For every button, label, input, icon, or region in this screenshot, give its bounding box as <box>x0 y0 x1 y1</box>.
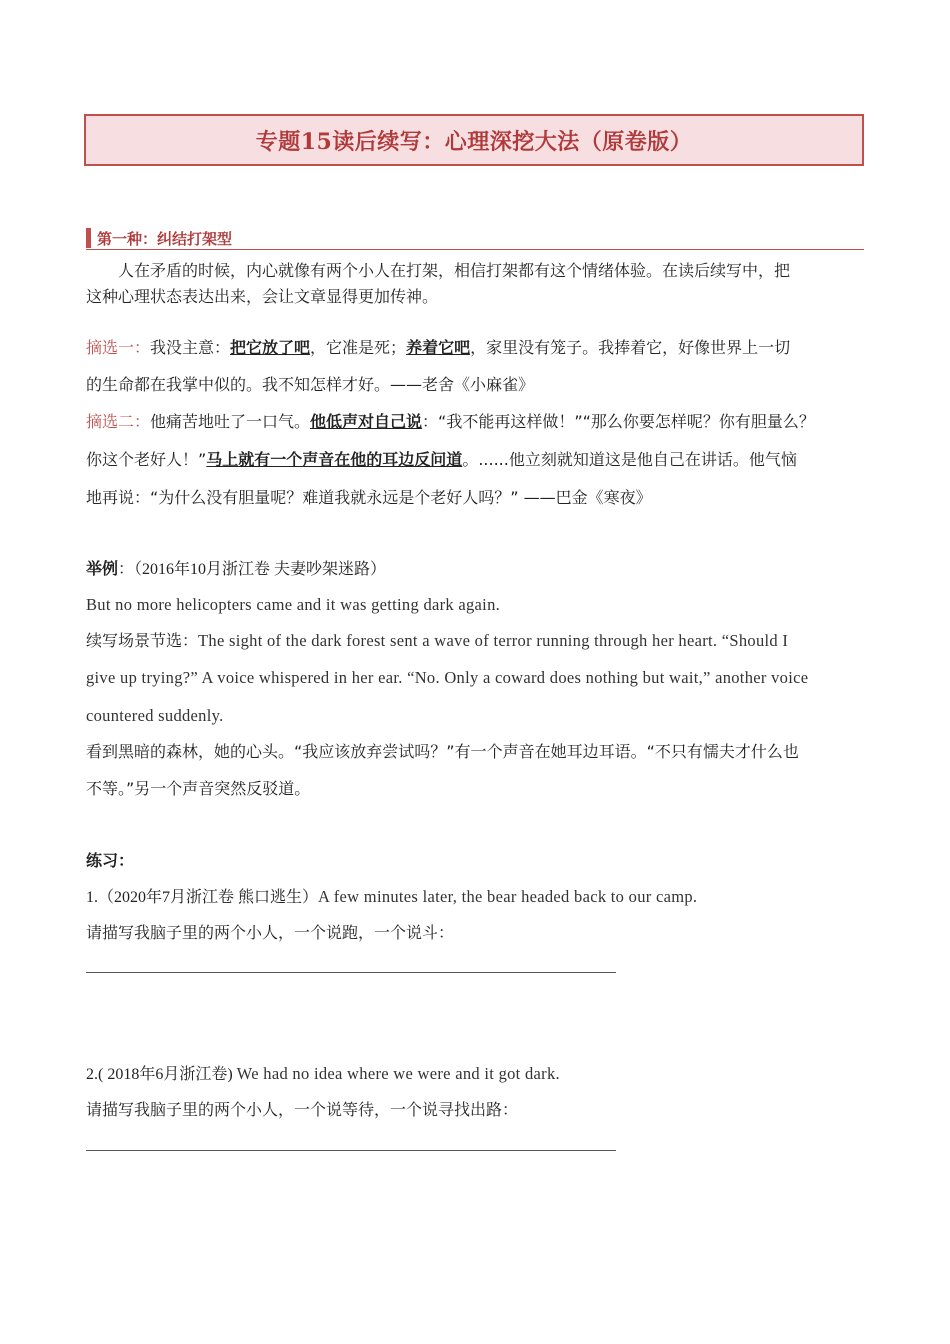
excerpt-1-emphasis-1: 把它放了吧 <box>230 338 311 357</box>
example-scene-line-1 <box>86 630 788 653</box>
excerpt-2-emphasis-2: 马上就有一个声音在他的耳边反问道 <box>206 450 463 469</box>
practice-q1-source: 1.（2020年7月浙江卷 熊口逃生） <box>86 889 319 906</box>
excerpt-2-text: 你这个老好人！” <box>86 450 207 469</box>
example-colon: ： <box>118 559 135 578</box>
intro-line-1: 人在矛盾的时候，内心就像有两个小人在打架，相信打架都有这个情绪体验。在读后续写中，把 <box>118 261 791 280</box>
practice-q1-prompt: 请描写我脑子里的两个小人，一个说跑，一个说斗： <box>86 923 455 942</box>
excerpt-1-label: 摘选一： <box>86 338 151 357</box>
excerpt-1-emphasis-2: 养着它吧 <box>406 338 471 357</box>
example-en-line-3: give up trying?” A voice whispered in her ear. “No. Only a coward does nothing but wait,” another voice <box>86 668 809 687</box>
section-label: 第一种：纠结打架型 <box>97 230 233 248</box>
example-scene-text: The sight of the dark forest sent a wave of terror running through her heart. “Should I <box>198 631 789 650</box>
practice-q2-text: We had no idea where we were and it got dark. <box>236 1064 560 1083</box>
excerpt-1-line-2: 的生命都在我掌中似的。我不知怎样才好。——老舍《小麻雀》 <box>86 375 535 394</box>
excerpt-2-text: 他痛苦地吐了一口气。 <box>150 412 311 431</box>
practice-q1-text: A few minutes later, the bear headed back to our camp. <box>318 887 698 906</box>
answer-line-1[interactable] <box>86 972 616 973</box>
section-marker <box>86 228 91 248</box>
excerpt-1-text: ，它准是死； <box>310 338 407 357</box>
practice-q2-prompt: 请描写我脑子里的两个小人，一个说等待，一个说寻找出路： <box>86 1100 519 1119</box>
excerpt-2-line-3: 地再说：“为什么没有胆量呢？难道我就永远是个老好人吗？” ——巴金《寒夜》 <box>86 488 652 507</box>
example-heading <box>86 558 386 581</box>
example-en-line-4: countered suddenly. <box>86 706 224 725</box>
excerpt-1-text: 我没主意： <box>150 338 231 357</box>
excerpt-2-emphasis-1: 他低声对自己说 <box>310 412 423 431</box>
example-zh-line-2: 不等。”另一个声音突然反驳道。 <box>86 779 311 798</box>
example-scene-label: 续写场景节选： <box>86 631 199 650</box>
intro-line-2: 这种心理状态表达出来，会让文章显得更加传神。 <box>86 287 439 306</box>
excerpt-2-text: ：“我不能再这样做！”“那么你要怎样呢？你有胆量么？ <box>422 412 815 431</box>
practice-heading: 练习： <box>86 851 135 870</box>
section-heading <box>86 226 864 250</box>
practice-q2-source: 2.( 2018年6月浙江卷) <box>86 1066 233 1083</box>
example-zh-line-1: 看到黑暗的森林，她的心头。“我应该放弃尝试吗？”有一个声音在她耳边耳语。“不只有懦夫才什么也 <box>86 742 799 761</box>
excerpt-2-label: 摘选二： <box>86 412 151 431</box>
excerpt-2-line-1 <box>86 411 815 433</box>
excerpt-1-text: ，家里没有笼子。我捧着它，好像世界上一切 <box>470 338 791 357</box>
excerpt-1-line-1 <box>86 337 790 359</box>
example-en-line-1: But no more helicopters came and it was getting dark again. <box>86 595 501 614</box>
answer-line-2[interactable] <box>86 1150 616 1151</box>
example-label: 举例 <box>86 559 119 578</box>
page-title: 专题15读后续写：心理深挖大法（原卷版） <box>84 114 864 166</box>
excerpt-2-text: 。......他立刻就知道这是他自己在讲话。他气恼 <box>462 450 797 469</box>
practice-q1 <box>86 886 697 909</box>
excerpt-2-line-2 <box>86 449 797 471</box>
practice-q2 <box>86 1063 560 1086</box>
example-source: （2016年10月浙江卷 夫妻吵架迷路） <box>134 561 387 578</box>
